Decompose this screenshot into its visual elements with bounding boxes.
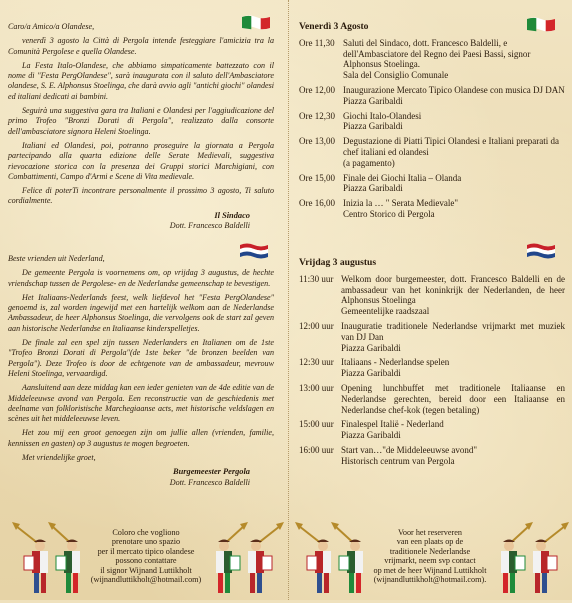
letter-paragraph: De finale zal een spel zijn tussen Nederlanders en Italianen om de 1ste "Trofeo Bronzi Dorati di Pergola"(de 1ste beker "de bronzen beelden van Pergola"). Deze Trofeo is door de echtgenote van de ambassadeur, mevrouw Heleni Stoelinga, vervaardigd. (8, 338, 274, 378)
letter-paragraph: Het Italiaans-Nederlands feest, welk liefdevol het "Festa PergOlandese" genoemd is, zal worden ingewijd met een hartelijk welkom aan de Nederlandse Ambassadeur, de heer Alphonsus Stoelinga, die vervolgens ook de start zal geven aan historische Nederlandse en Italiaanse kinderspelletjes. (8, 292, 274, 333)
program-time: Ore 12,00 (299, 84, 335, 95)
program-location: Centro Storico di Pergola (343, 208, 435, 219)
program-description (341, 274, 565, 317)
program-location: Sala del Consiglio Comunale (343, 70, 449, 81)
note-line: van een plaats op de (396, 537, 464, 547)
market-booking-note (84, 528, 208, 584)
program-time: Ore 12,30 (299, 110, 335, 121)
program-location: (a pagamento) (343, 157, 395, 168)
program-column (288, 0, 572, 600)
program-description (343, 85, 565, 107)
program-entry (299, 321, 565, 353)
note-line: il signor Wijnand Luttikholt (100, 565, 192, 575)
program-description (343, 173, 565, 195)
program-entry (299, 111, 565, 133)
note-line: vrijmarkt, neem svp contact (384, 556, 476, 566)
program-description (343, 38, 565, 81)
program-description (341, 383, 565, 415)
program-activity: Inauguratie traditionele Nederlandse vrijmarkt met muziek van DJ Dan (341, 320, 565, 342)
program-entry (299, 136, 565, 168)
program-time: 11:30 uur (299, 273, 334, 284)
program-location: Historisch centrum van Pergola (341, 455, 455, 466)
program-location: Piazza Garibaldi (343, 95, 403, 106)
note-line: Voor het reserveren (398, 528, 462, 537)
program-entry (299, 419, 565, 441)
program-activity: Finale dei Giochi Italia – Olanda (343, 172, 462, 183)
program-entry (299, 173, 565, 195)
program-location: Piazza Garibaldi (341, 342, 401, 353)
signature (8, 467, 250, 488)
program-description (341, 419, 565, 441)
letter-greeting: Beste vrienden uit Nederland, (8, 254, 105, 263)
program-location: Gemeentelijke raadszaal (341, 306, 430, 317)
signature-name: Dott. Francesco Baldelli (169, 221, 250, 231)
letter-paragraph: Seguirà una suggestiva gara tra Italiani e Olandesi per l'aggiudicazione del primo Trofeo "Bronzi Dorati di Pergola", realizzato dalla consorte dell'ambasciatore signora Heleni Stoelinga. (8, 106, 274, 136)
program-entry (299, 383, 565, 415)
note-line: per il mercato tipico olandese (97, 546, 195, 556)
letter-paragraph: Aansluitend aan deze middag kan een ieder genieten van de 4de editie van de Middeleeuwse avond van Pergola. Een reconstructie van de geschiedenis met deelname van folkloristische Marchegiaanse acts, met historische veldslagen en scènes uit het middeleeuwse leven. (8, 383, 274, 424)
program-description (343, 136, 565, 168)
program-day-title: Vrijdag 3 augustus (299, 257, 377, 268)
program-description (341, 445, 565, 467)
program-activity: Italiaans - Nederlandse spelen (341, 357, 450, 368)
letter-paragraph: Italiani ed Olandesi, poi, potranno proseguire la giornata a Pergola partecipando alla quarta edizione delle Serate Medievali, suggestiva rievocazione storica con la presenza dei Gruppi storici Marchigiani, con Combattimenti, Campo d'Armi e Scene di Vita medievale. (8, 140, 274, 181)
italian-program (299, 22, 565, 224)
program-description (343, 198, 565, 220)
dutch-letter (8, 254, 274, 488)
signature (8, 211, 250, 232)
letter-paragraph: Het zou mij een groot genoegen zijn om jullie allen (vrienden, familie, kennissen en gasten) op 3 augustus te mogen begroeten. (8, 428, 274, 448)
trumpeter-figure-icon (10, 518, 90, 603)
program-entry (299, 85, 565, 107)
dutch-program (299, 258, 565, 471)
program-time: Ore 15,00 (299, 172, 335, 183)
program-time: Ore 13,00 (299, 136, 335, 147)
letter-paragraph: De gemeente Pergola is voornemens om, op vrijdag 3 augustus, de hechte vriendschap tussen de Pergolese- en de Nederlandse gemeenschap te bevestigen. (8, 268, 274, 288)
note-line: Coloro che vogliono (112, 528, 180, 537)
program-activity: Finalespel Italië - Nederland (341, 419, 444, 430)
letter-paragraph: venerdì 3 agosto la Città di Pergola intende festeggiare l'amicizia tra la Comunità Pergolese e quella Olandese. (8, 36, 274, 56)
program-activity: Inaugurazione Mercato Tipico Olandese con musica DJ DAN (343, 84, 565, 95)
program-time: 13:00 uur (299, 382, 334, 393)
program-activity: Giochi Italo-Olandesi (343, 110, 422, 121)
program-time: Ore 16,00 (299, 198, 335, 209)
italian-letter (8, 22, 274, 231)
program-location: Piazza Garibaldi (343, 183, 403, 194)
program-activity: Degustazione di Piatti Tipici Olandesi e Italiani preparati da chef italiani ed olandesi (343, 136, 559, 157)
note-line: traditionele Nederlandse (389, 546, 471, 556)
program-activity: Welkom door burgemeester, dott. Francesco Baldelli en de ambassadeur van het koninkrijk der Nederlanden, de heer Alphonsus Stoelinga (341, 273, 565, 306)
program-activity: Opening lunchbuffet met traditionele Italiaanse en Nederlandse gerechten, bereid door een Italiaanse en Nederlandse chef-kok (tegen betaling) (341, 382, 565, 415)
letter-paragraph: Met vriendelijke groet, (22, 453, 96, 463)
letter-greeting: Caro/a Amico/a Olandese, (8, 22, 95, 31)
signature-role: Il Sindaco (214, 210, 250, 220)
trumpeter-figure-icon (293, 518, 373, 603)
program-description (341, 357, 565, 379)
program-description (343, 111, 565, 133)
contact-email: (wijnandluttikholt@hotmail.com). (373, 575, 487, 585)
program-time: 15:00 uur (299, 419, 334, 430)
program-day-title: Venerdì 3 Agosto (299, 21, 369, 32)
market-booking-note (365, 528, 495, 584)
trumpeter-figure-icon (491, 518, 571, 603)
signature-name: Dott. Francesco Baldelli (169, 477, 250, 487)
program-time: 12:00 uur (299, 320, 334, 331)
program-location: Piazza Garibaldi (341, 430, 401, 441)
program-entry (299, 198, 565, 220)
note-line: op met de heer Wijnand Luttikholt (373, 565, 487, 575)
letter-paragraph: Felice di poterTi incontrare personalmente il prossimo 3 agosto, Ti saluto cordialmente. (8, 186, 274, 206)
program-time: Ore 11,30 (299, 37, 335, 48)
program-time: 16:00 uur (299, 444, 334, 455)
program-entry (299, 274, 565, 317)
letters-column (0, 0, 286, 600)
program-activity: Start van…"de Middeleeuwse avond" (341, 444, 478, 455)
program-time: 12:30 uur (299, 357, 334, 368)
program-location: Piazza Garibaldi (341, 368, 401, 379)
program-entry (299, 445, 565, 467)
note-line: prenotare uno spazio (111, 537, 181, 547)
trumpeter-figure-icon (206, 518, 286, 603)
program-activity: Saluti del Sindaco, dott. Francesco Baldelli, e dell'Ambasciatore del Regno dei Paesi Bassi, signor Alphonsus Stoelinga. (343, 37, 531, 70)
letter-paragraph: La Festa Italo-Olandese, che abbiamo simpaticamente battezzato con il nome di "Festa PergOlandese", sarà inaugurata con il saluto dell'Ambasciatore olandese, S. E. Alphonsus Stoelinga, che darà avvio agli "antichi giochi" olandesi ed italiani dedicati ai bambini. (8, 60, 274, 101)
program-entry (299, 38, 565, 81)
program-location: Piazza Garibaldi (343, 121, 403, 132)
program-description (341, 321, 565, 353)
program-activity: Inizia la … " Serata Medievale" (343, 198, 459, 209)
signature-role: Burgemeester Pergola (173, 467, 250, 477)
note-line: possono contattare (115, 556, 177, 566)
contact-email: (wijnandluttikholt@hotmail.com) (90, 575, 202, 585)
program-entry (299, 357, 565, 379)
